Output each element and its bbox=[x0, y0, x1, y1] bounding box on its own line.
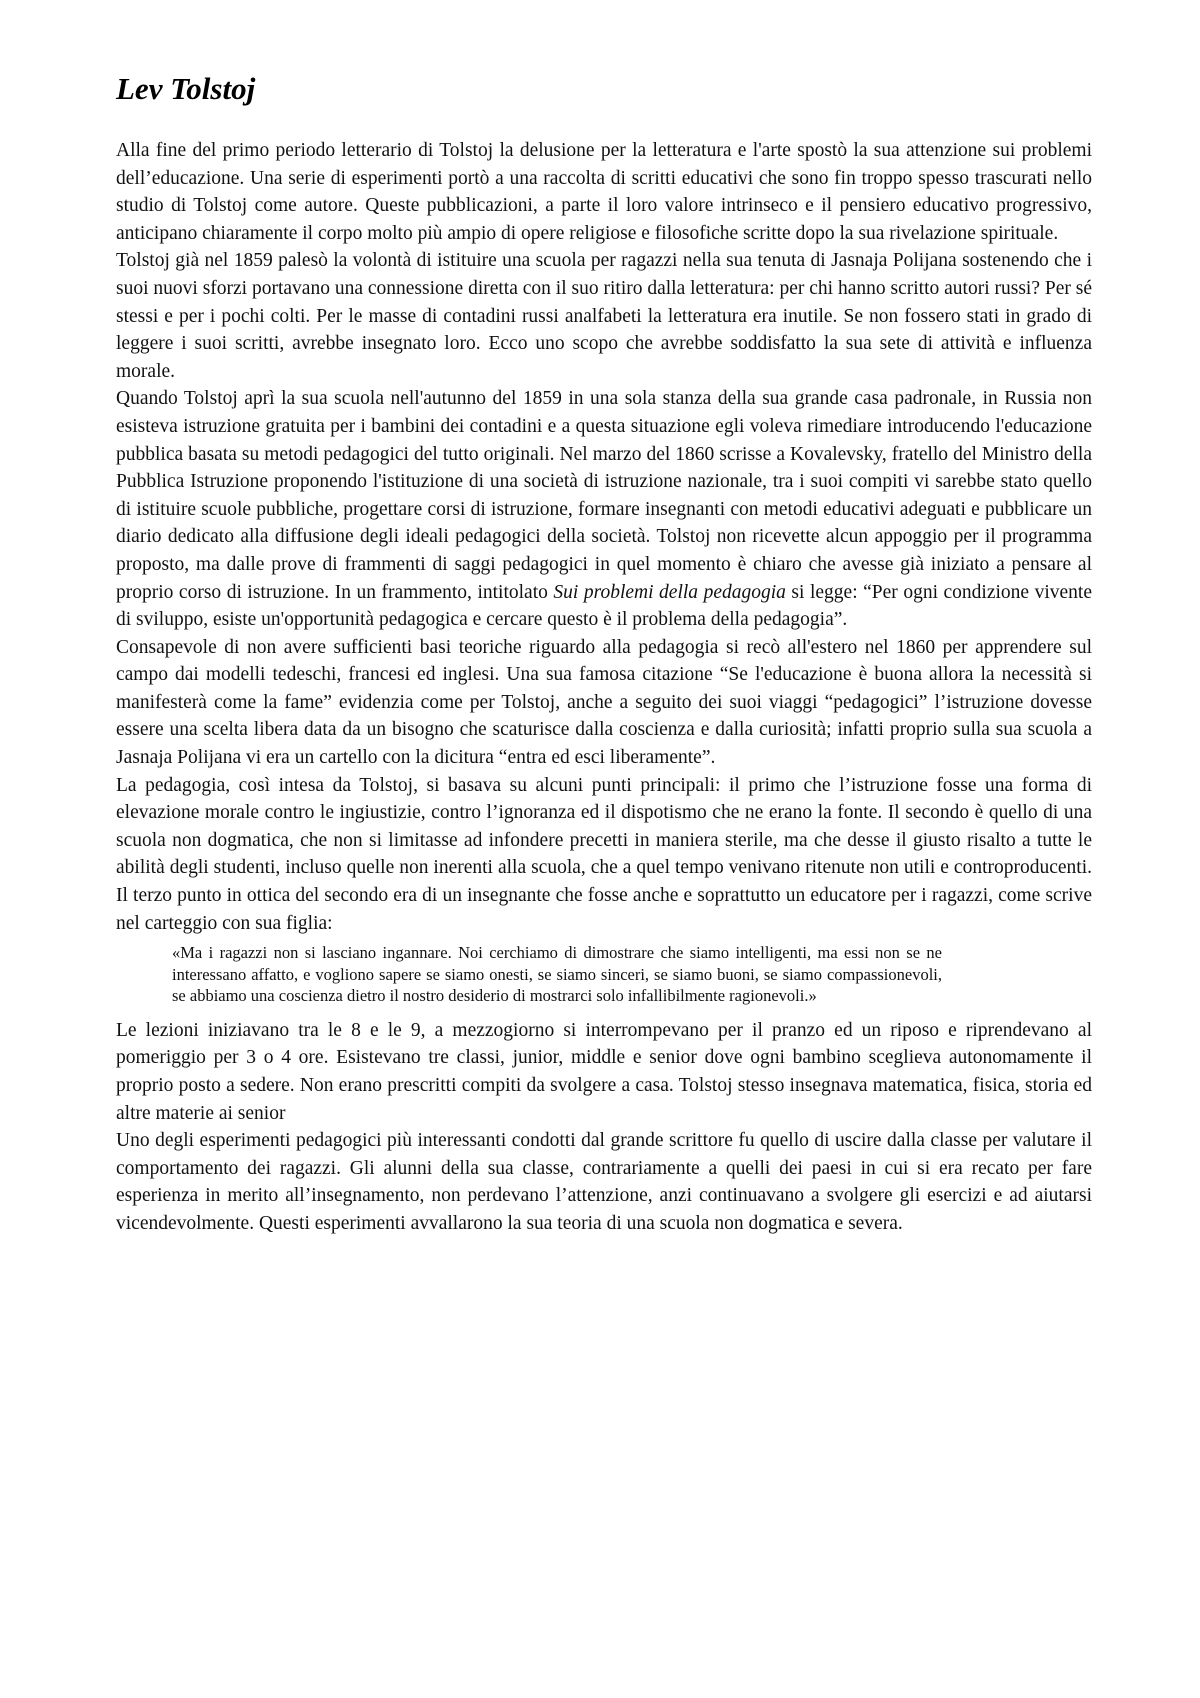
paragraph-pedagogy-principles: La pedagogia, così intesa da Tolstoj, si basava su alcuni punti principali: il primo che l’istruzione fosse una forma di elevazione morale contro le ingiustizie, contro l’ignoranza ed il dispotismo che ne erano la fonte. Il secondo è quello di una scuola non dogmatica, che non si limitasse ad infondere precetti in maniera sterile, ma che desse il giusto risalto a tutte le abilità degli studenti, incluso quelle non inerenti alla scuola, che a quel tempo venivano ritenute non utili e controproducenti. Il terzo punto in ottica del secondo era di un insegnante che fosse anche e soprattutto un educatore per i ragazzi, come scrive nel carteggio con sua figlia: bbox=[116, 774, 1092, 934]
paragraph-experiments: Uno degli esperimenti pedagogici più interessanti condotti dal grande scrittore fu quello di uscire dalla classe per valutare il comportamento dei ragazzi. Gli alunni della sua classe, contrariamente a quelli dei paesi in cui si era recato per fare esperienza in merito all’insegnamento, non perdevano l’attenzione, anzi continuavano a svolgere gli esercizi e ad aiutarsi vicendevolmente. Questi esperimenti avvallarono la sua teoria di una scuola non dogmatica e severa. bbox=[116, 1130, 1092, 1234]
paragraph-travels: Consapevole di non avere sufficienti basi teoriche riguardo alla pedagogia si recò all'estero nel 1860 per apprendere sul campo dai modelli tedeschi, francesi ed inglesi. Una sua famosa citazione “Se l'educazione è buona allora la necessità si manifesterà come la fame” evidenzia come per Tolstoj, anche a seguito dei suoi viaggi “pedagogici” l’istruzione dovesse essere una scelta libera data da un bisogno che scaturisce dalla coscienza e dalla curiosità; infatti proprio sulla sua scuola a Jasnaja Polijana vi era un cartello con la dicitura “entra ed esci liberamente”. bbox=[116, 636, 1092, 769]
paragraph-school-opening bbox=[116, 385, 1092, 633]
paragraph-jasnaja-polijana: Tolstoj già nel 1859 palesò la volontà di istituire una scuola per ragazzi nella sua tenuta di Jasnaja Polijana sostenendo che i suoi nuovi sforzi portavano una connessione diretta con il suo ritiro dalla letteratura: per chi hanno scritto autori russi? Per sé stessi e per i pochi colti. Per le masse di contadini russi analfabeti la letteratura era inutile. Se non fossero stati in grado di leggere i suoi scritti, avrebbe insegnato loro. Ecco uno scopo che avrebbe soddisfatto la sua sete di attività e influenza morale. bbox=[116, 250, 1092, 382]
block-quote: «Ma i ragazzi non si lasciano ingannare. Noi cerchiamo di dimostrare che siamo intelligenti, ma essi non se ne interessano affatto, e vogliono sapere se siamo onesti, se siamo sinceri, se siamo buoni, se siamo compassionevoli, se abbiamo una coscienza dietro il nostro desiderio di mostrarci solo infallibilmente ragionevoli.» bbox=[172, 943, 942, 1006]
document-title: Lev Tolstoj bbox=[116, 71, 256, 106]
paragraph-intro: Alla fine del primo periodo letterario di Tolstoj la delusione per la letteratura e l'arte spostò la sua attenzione sui problemi dell’educazione. Una serie di esperimenti portò a una raccolta di scritti educativi che sono fin troppo spesso trascurati nello studio di Tolstoj come autore. Queste pubblicazioni, a parte il loro valore intrinseco e il pensiero educativo progressivo, anticipano chiaramente il corpo molto più ampio di opere religiose e filosofiche scritte dopo la sua rivelazione spirituale. bbox=[116, 140, 1092, 244]
document-body bbox=[116, 70, 1092, 1237]
paragraph-school-opening-text: Quando Tolstoj aprì la sua scuola nell'autunno del 1859 in una sola stanza della sua grande casa padronale, in Russia non esisteva istruzione gratuita per i bambini dei contadini e a questa situazione egli voleva rimediare introducendo l'educazione pubblica basata su metodi pedagogici del tutto originali. Nel marzo del 1860 scrisse a Kovalevsky, fratello del Ministro della Pubblica Istruzione proponendo l'istituzione di una società di istruzione nazionale, tra i suoi compiti vi sarebbe stato quello di istituire scuole pubbliche, progettare corsi di istruzione, formare insegnanti con metodi educativi adeguati e pubblicare un diario dedicato alla diffusione degli ideali pedagogici della società. Tolstoj non ricevette alcun appoggio per il programma proposto, ma dalle prove di frammenti di saggi pedagogici in quel momento è chiaro che avesse già iniziato a pensare al proprio corso di istruzione. In un frammento, intitolato bbox=[116, 388, 1092, 603]
essay-title-italic: Sui problemi della pedagogia bbox=[553, 581, 786, 603]
paragraph-lessons: Le lezioni iniziavano tra le 8 e le 9, a mezzogiorno si interrompevano per il pranzo ed un riposo e riprendevano al pomeriggio per 3 o 4 ore. Esistevano tre classi, junior, middle e senior dove ogni bambino sceglieva autonomamente il proprio posto a sedere. Non erano prescritti compiti da svolgere a casa. Tolstoj stesso insegnava matematica, fisica, storia ed altre materie ai senior bbox=[116, 1019, 1092, 1124]
paragraph-school-opening-tail: si legge: “Per ogni condizione vivente di sviluppo, esiste un'opportunità pedagogica e cercare questo è il problema della pedagogia”. bbox=[116, 581, 1092, 631]
